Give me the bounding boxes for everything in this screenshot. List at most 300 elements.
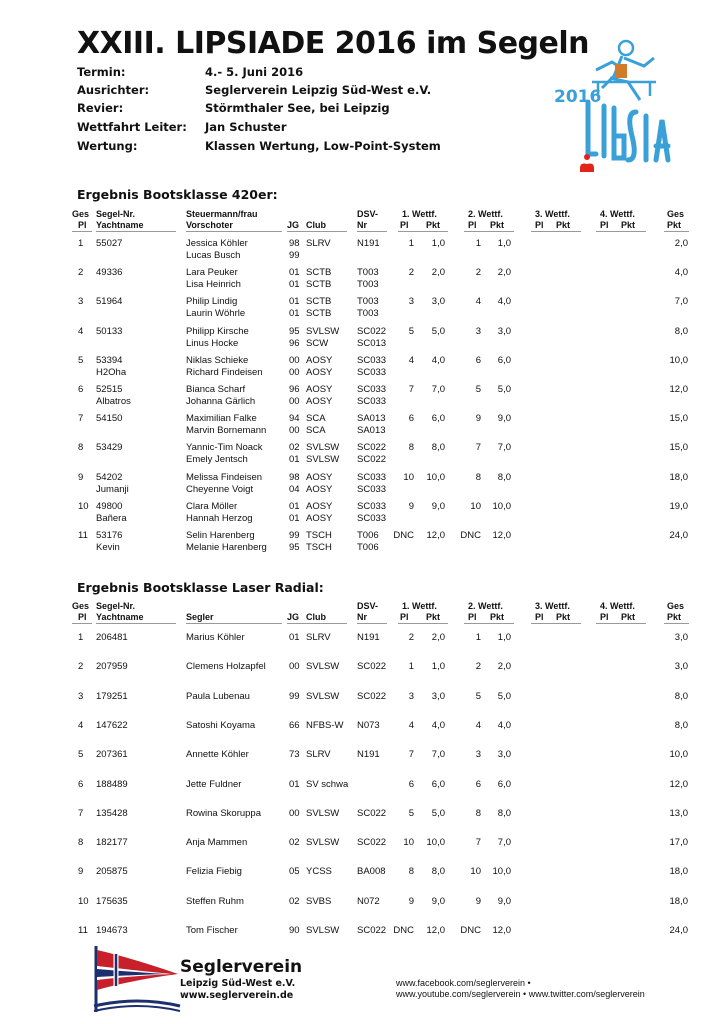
- race2-place: 6: [475, 779, 481, 790]
- dsv-number: SC033: [357, 384, 387, 395]
- birth-year: 94: [289, 413, 300, 424]
- dsv-number: SA013: [357, 413, 386, 424]
- race2-place: 4: [475, 296, 481, 307]
- race2-place: 8: [475, 808, 481, 819]
- info-value: Störmthaler See, bei Leipzig: [205, 101, 390, 115]
- rank: 9: [78, 472, 84, 483]
- race2-place: 10: [470, 501, 481, 512]
- race2-points: 4,0: [497, 296, 511, 307]
- race1-place: 7: [408, 384, 414, 395]
- race2-place: 5: [475, 384, 481, 395]
- club: SCTB: [306, 279, 332, 290]
- club: SLRV: [306, 632, 331, 643]
- sailor-name: Felizia Fiebig: [186, 866, 242, 877]
- race1-points: 3,0: [431, 296, 445, 307]
- crew: Lucas Busch: [186, 250, 241, 261]
- col-pl: Pl: [78, 612, 87, 622]
- col-segel: Segel-Nr.: [96, 601, 136, 611]
- dsv-number: N191: [357, 749, 380, 760]
- col-vorschoter: Vorschoter: [186, 220, 233, 230]
- club-flag-logo: [92, 944, 182, 1014]
- total-points: 3,0: [674, 632, 688, 643]
- race2-place: 5: [475, 691, 481, 702]
- dsv-number: SC022: [357, 326, 387, 337]
- col-pl: Pl: [78, 220, 87, 230]
- race1-points: 10,0: [426, 837, 445, 848]
- rank: 1: [78, 238, 84, 249]
- col-w2-pl: Pl: [468, 220, 477, 230]
- total-points: 10,0: [669, 749, 688, 760]
- dsv-number: SC022: [357, 442, 387, 453]
- rank: 5: [78, 749, 84, 760]
- race2-points: 6,0: [497, 355, 511, 366]
- birth-year: 00: [289, 355, 300, 366]
- info-label: Ausrichter:: [77, 83, 150, 97]
- race2-points: 4,0: [497, 720, 511, 731]
- race2-place: 8: [475, 472, 481, 483]
- dsv-number: SC022: [357, 661, 387, 672]
- rank: 2: [78, 661, 84, 672]
- rank: 7: [78, 808, 84, 819]
- club: SCTB: [306, 296, 332, 307]
- rank: 11: [78, 530, 88, 541]
- club: SVLSW: [306, 442, 340, 453]
- dsv-number: N191: [357, 238, 380, 249]
- birth-year: 01: [289, 501, 300, 512]
- dsv-number: SC022: [357, 454, 387, 465]
- total-points: 18,0: [669, 896, 688, 907]
- race2-points: 10,0: [492, 501, 511, 512]
- club: SCW: [306, 338, 329, 349]
- col-wettf-1: 1. Wettf.: [402, 601, 437, 611]
- race1-points: 7,0: [431, 749, 445, 760]
- col-ges: Ges: [72, 601, 90, 611]
- col-w4-pl: Pl: [600, 220, 609, 230]
- race2-points: 5,0: [497, 691, 511, 702]
- sail-number: 54150: [96, 413, 123, 424]
- race2-points: 2,0: [497, 661, 511, 672]
- race1-place: DNC: [393, 925, 414, 936]
- race2-place: DNC: [460, 530, 481, 541]
- sail-number: 206481: [96, 632, 128, 643]
- col-w1-pkt: Pkt: [426, 612, 441, 622]
- club: SVLSW: [306, 925, 340, 936]
- sail-number: 207361: [96, 749, 128, 760]
- race2-place: 3: [475, 749, 481, 760]
- club: AOSY: [306, 472, 333, 483]
- club-name: Seglerverein: [180, 957, 303, 977]
- total-points: 7,0: [674, 296, 688, 307]
- club: SCTB: [306, 308, 332, 319]
- helmsman: Jessica Köhler: [186, 238, 248, 249]
- race1-place: 8: [408, 866, 414, 877]
- race2-place: 1: [475, 238, 481, 249]
- facebook-link[interactable]: www.facebook.com/seglerverein •: [396, 978, 531, 988]
- dsv-number: SC022: [357, 808, 387, 819]
- race2-place: 1: [475, 632, 481, 643]
- col-yachtname: Yachtname: [96, 220, 144, 230]
- birth-year: 01: [289, 779, 300, 790]
- race2-points: 10,0: [492, 866, 511, 877]
- race2-place: 7: [475, 442, 481, 453]
- section-heading-laser-radial: Ergebnis Bootsklasse Laser Radial:: [77, 580, 324, 595]
- col-w2-pkt: Pkt: [490, 220, 505, 230]
- yacht-name: Bañera: [96, 513, 127, 524]
- col-ges-pkt-label: Pkt: [667, 612, 682, 622]
- race1-points: 3,0: [431, 691, 445, 702]
- crew: Hannah Herzog: [186, 513, 253, 524]
- helmsman: Selin Harenberg: [186, 530, 255, 541]
- sail-number: 179251: [96, 691, 128, 702]
- club: SVBS: [306, 896, 332, 907]
- rank: 3: [78, 691, 84, 702]
- race2-points: 5,0: [497, 384, 511, 395]
- race1-place: 10: [403, 837, 414, 848]
- birth-year: 95: [289, 542, 300, 553]
- birth-year: 99: [289, 250, 300, 261]
- race1-points: 5,0: [431, 808, 445, 819]
- crew: Marvin Bornemann: [186, 425, 267, 436]
- club: SCTB: [306, 267, 332, 278]
- club: AOSY: [306, 384, 333, 395]
- club: TSCH: [306, 542, 332, 553]
- race2-points: 1,0: [497, 632, 511, 643]
- birth-year: 73: [289, 749, 300, 760]
- sail-number: 55027: [96, 238, 123, 249]
- birth-year: 02: [289, 442, 300, 453]
- sail-number: 49800: [96, 501, 123, 512]
- race2-place: 10: [470, 866, 481, 877]
- page-title: XXIII. LIPSIADE 2016 im Segeln: [77, 26, 590, 61]
- helmsman: Melissa Findeisen: [186, 472, 263, 483]
- dsv-number: SC022: [357, 925, 387, 936]
- total-points: 13,0: [669, 808, 688, 819]
- rank: 1: [78, 632, 84, 643]
- rank: 4: [78, 326, 84, 337]
- birth-year: 01: [289, 632, 300, 643]
- race1-points: 12,0: [426, 925, 445, 936]
- race1-place: 2: [408, 632, 414, 643]
- section-heading-420er: Ergebnis Bootsklasse 420er:: [77, 187, 278, 202]
- col-ges-pkt-label: Pkt: [667, 220, 682, 230]
- yacht-name: Albatros: [96, 396, 131, 407]
- birth-year: 99: [289, 530, 300, 541]
- sail-number: 188489: [96, 779, 128, 790]
- col-wettf-3: 3. Wettf.: [535, 209, 570, 219]
- lipsiade-logo: [552, 36, 676, 176]
- race2-place: 9: [475, 413, 481, 424]
- total-points: 24,0: [669, 925, 688, 936]
- race1-points: 12,0: [426, 530, 445, 541]
- sail-number: 51964: [96, 296, 123, 307]
- col-nr: Nr: [357, 220, 368, 230]
- sail-number: 194673: [96, 925, 128, 936]
- helmsman: Clara Möller: [186, 501, 238, 512]
- crew: Laurin Wöhrle: [186, 308, 246, 319]
- col-dsv: DSV-: [357, 601, 379, 611]
- race1-place: DNC: [393, 530, 414, 541]
- crew: Johanna Gärlich: [186, 396, 256, 407]
- col-w4-pkt: Pkt: [621, 612, 636, 622]
- dsv-number: SC033: [357, 396, 387, 407]
- club: SCA: [306, 413, 326, 424]
- club: NFBS-W: [306, 720, 344, 731]
- col-w1-pl: Pl: [400, 612, 409, 622]
- sail-number: 53176: [96, 530, 123, 541]
- total-points: 4,0: [674, 267, 688, 278]
- race2-place: DNC: [460, 925, 481, 936]
- club: YCSS: [306, 866, 332, 877]
- dsv-number: T003: [357, 308, 379, 319]
- race1-points: 10,0: [426, 472, 445, 483]
- rank: 8: [78, 837, 84, 848]
- col-nr: Nr: [357, 612, 368, 622]
- birth-year: 02: [289, 896, 300, 907]
- race1-place: 5: [408, 326, 414, 337]
- col-w4-pkt: Pkt: [621, 220, 636, 230]
- total-points: 19,0: [669, 501, 688, 512]
- crew: Melanie Harenberg: [186, 542, 267, 553]
- race1-place: 9: [408, 501, 414, 512]
- race2-points: 6,0: [497, 779, 511, 790]
- crew: Cheyenne Voigt: [186, 484, 254, 495]
- rank: 7: [78, 413, 84, 424]
- club: AOSY: [306, 355, 333, 366]
- dsv-number: SC033: [357, 355, 387, 366]
- col-wettf-3: 3. Wettf.: [535, 601, 570, 611]
- birth-year: 95: [289, 326, 300, 337]
- race1-place: 3: [408, 691, 414, 702]
- race1-points: 5,0: [431, 326, 445, 337]
- birth-year: 00: [289, 367, 300, 378]
- race1-points: 2,0: [431, 267, 445, 278]
- birth-year: 01: [289, 296, 300, 307]
- total-points: 12,0: [669, 779, 688, 790]
- race2-place: 2: [475, 267, 481, 278]
- rank: 5: [78, 355, 84, 366]
- yacht-name: H2Oha: [96, 367, 127, 378]
- sail-number: 205875: [96, 866, 128, 877]
- col-w1-pkt: Pkt: [426, 220, 441, 230]
- col-wettf-1: 1. Wettf.: [402, 209, 437, 219]
- race1-place: 4: [408, 355, 414, 366]
- race2-place: 2: [475, 661, 481, 672]
- race2-points: 9,0: [497, 413, 511, 424]
- sailor-name: Tom Fischer: [186, 925, 238, 936]
- runner-figure: [592, 41, 656, 100]
- birth-year: 04: [289, 484, 300, 495]
- club: SLRV: [306, 238, 331, 249]
- col-jg: JG: [287, 612, 300, 622]
- race1-place: 1: [408, 238, 414, 249]
- logo-year: 2016: [554, 87, 602, 107]
- sailor-name: Satoshi Koyama: [186, 720, 256, 731]
- col-ges-pkt: Ges: [667, 601, 685, 611]
- dsv-number: N191: [357, 632, 380, 643]
- club: AOSY: [306, 513, 333, 524]
- race1-points: 7,0: [431, 384, 445, 395]
- sail-number: 147622: [96, 720, 128, 731]
- birth-year: 00: [289, 425, 300, 436]
- col-w3-pkt: Pkt: [556, 220, 571, 230]
- race2-points: 1,0: [497, 238, 511, 249]
- col-segel: Segel-Nr.: [96, 209, 136, 219]
- birth-year: 98: [289, 238, 300, 249]
- club-website-link[interactable]: www.seglerverein.de: [180, 990, 294, 1001]
- race1-place: 5: [408, 808, 414, 819]
- dsv-number: T003: [357, 296, 379, 307]
- sail-number: 207959: [96, 661, 128, 672]
- col-yachtname: Yachtname: [96, 612, 144, 622]
- birth-year: 96: [289, 384, 300, 395]
- race1-points: 9,0: [431, 501, 445, 512]
- crew: Lisa Heinrich: [186, 279, 241, 290]
- yacht-name: Kevin: [96, 542, 120, 553]
- rank: 11: [78, 925, 88, 936]
- col-wettf-2: 2. Wettf.: [468, 601, 503, 611]
- club: SVLSW: [306, 661, 340, 672]
- race2-points: 3,0: [497, 326, 511, 337]
- info-label: Wettfahrt Leiter:: [77, 120, 187, 134]
- col-dsv: DSV-: [357, 209, 379, 219]
- race2-place: 4: [475, 720, 481, 731]
- birth-year: 00: [289, 396, 300, 407]
- race1-place: 6: [408, 779, 414, 790]
- col-w3-pl: Pl: [535, 220, 544, 230]
- race2-place: 3: [475, 326, 481, 337]
- club-subtitle: [180, 978, 295, 1002]
- sailor-name: Steffen Ruhm: [186, 896, 244, 907]
- info-label: Revier:: [77, 101, 124, 115]
- birth-year: 01: [289, 267, 300, 278]
- club: TSCH: [306, 530, 332, 541]
- sail-number: 135428: [96, 808, 128, 819]
- col-wettf-4: 4. Wettf.: [600, 209, 635, 219]
- rank: 4: [78, 720, 84, 731]
- col-club: Club: [306, 220, 326, 230]
- birth-year: 96: [289, 338, 300, 349]
- race2-points: 3,0: [497, 749, 511, 760]
- total-points: 8,0: [674, 720, 688, 731]
- club: SVLSW: [306, 326, 340, 337]
- sailor-name: Rowina Skoruppa: [186, 808, 261, 819]
- col-w3-pkt: Pkt: [556, 612, 571, 622]
- race1-points: 8,0: [431, 442, 445, 453]
- sail-number: 54202: [96, 472, 123, 483]
- race1-points: 1,0: [431, 661, 445, 672]
- birth-year: 99: [289, 691, 300, 702]
- birth-year: 02: [289, 837, 300, 848]
- race2-points: 9,0: [497, 896, 511, 907]
- club: AOSY: [306, 484, 333, 495]
- dsv-number: SC022: [357, 837, 387, 848]
- crew: Richard Findeisen: [186, 367, 263, 378]
- club: AOSY: [306, 501, 333, 512]
- race2-place: 6: [475, 355, 481, 366]
- sail-number: 53394: [96, 355, 123, 366]
- club: SCA: [306, 425, 326, 436]
- club: SVLSW: [306, 808, 340, 819]
- info-value: 4.- 5. Juni 2016: [205, 65, 304, 79]
- info-value: Seglerverein Leipzig Süd-West e.V.: [205, 83, 432, 97]
- total-points: 10,0: [669, 355, 688, 366]
- race2-points: 8,0: [497, 808, 511, 819]
- club: SV schwa: [306, 779, 349, 790]
- dsv-number: T003: [357, 267, 379, 278]
- total-points: 12,0: [669, 384, 688, 395]
- total-points: 17,0: [669, 837, 688, 848]
- sailor-name: Jette Fuldner: [186, 779, 242, 790]
- birth-year: 90: [289, 925, 300, 936]
- helmsman: Lara Peuker: [186, 267, 238, 278]
- sail-number: 49336: [96, 267, 123, 278]
- birth-year: 05: [289, 866, 300, 877]
- rank: 6: [78, 384, 84, 395]
- club: SVLSW: [306, 837, 340, 848]
- sail-number: 182177: [96, 837, 128, 848]
- dsv-number: SC013: [357, 338, 387, 349]
- race1-points: 6,0: [431, 413, 445, 424]
- dsv-number: T003: [357, 279, 379, 290]
- info-label: Wertung:: [77, 139, 138, 153]
- birth-year: 98: [289, 472, 300, 483]
- col-segler: Segler: [186, 612, 214, 622]
- club: AOSY: [306, 367, 333, 378]
- dsv-number: SC033: [357, 484, 387, 495]
- rank: 3: [78, 296, 84, 307]
- total-points: 3,0: [674, 661, 688, 672]
- race2-place: 7: [475, 837, 481, 848]
- sail-number: 52515: [96, 384, 123, 395]
- social-links: [396, 978, 645, 1000]
- dsv-number: N073: [357, 720, 380, 731]
- club-sub-line: Leipzig Süd-West e.V.: [180, 978, 296, 989]
- sparkasse-icon: [580, 154, 594, 172]
- col-w4-pl: Pl: [600, 612, 609, 622]
- crew: Emely Jentsch: [186, 454, 248, 465]
- birth-year: 01: [289, 308, 300, 319]
- race1-points: 2,0: [431, 632, 445, 643]
- info-value: Klassen Wertung, Low-Point-System: [205, 139, 441, 153]
- total-points: 24,0: [669, 530, 688, 541]
- dsv-number: SC033: [357, 367, 387, 378]
- col-w3-pl: Pl: [535, 612, 544, 622]
- sailor-name: Clemens Holzapfel: [186, 661, 266, 672]
- col-jg: JG: [287, 220, 300, 230]
- logo-letters: [588, 102, 668, 160]
- col-w1-pl: Pl: [400, 220, 409, 230]
- sailor-name: Marius Köhler: [186, 632, 245, 643]
- race1-place: 8: [408, 442, 414, 453]
- race2-place: 9: [475, 896, 481, 907]
- race2-points: 12,0: [492, 925, 511, 936]
- youtube-twitter-links[interactable]: www.youtube.com/seglerverein • www.twitter.com/seglerverein: [396, 989, 645, 999]
- sail-number: 50133: [96, 326, 123, 337]
- col-club: Club: [306, 612, 326, 622]
- dsv-number: SC033: [357, 472, 387, 483]
- race1-points: 4,0: [431, 720, 445, 731]
- sail-number: 53429: [96, 442, 123, 453]
- rank: 9: [78, 866, 84, 877]
- race1-place: 9: [408, 896, 414, 907]
- race1-points: 8,0: [431, 866, 445, 877]
- race1-points: 1,0: [431, 238, 445, 249]
- rank: 10: [78, 501, 89, 512]
- helmsman: Yannic-Tim Noack: [186, 442, 263, 453]
- race1-place: 6: [408, 413, 414, 424]
- dsv-number: N072: [357, 896, 380, 907]
- total-points: 2,0: [674, 238, 688, 249]
